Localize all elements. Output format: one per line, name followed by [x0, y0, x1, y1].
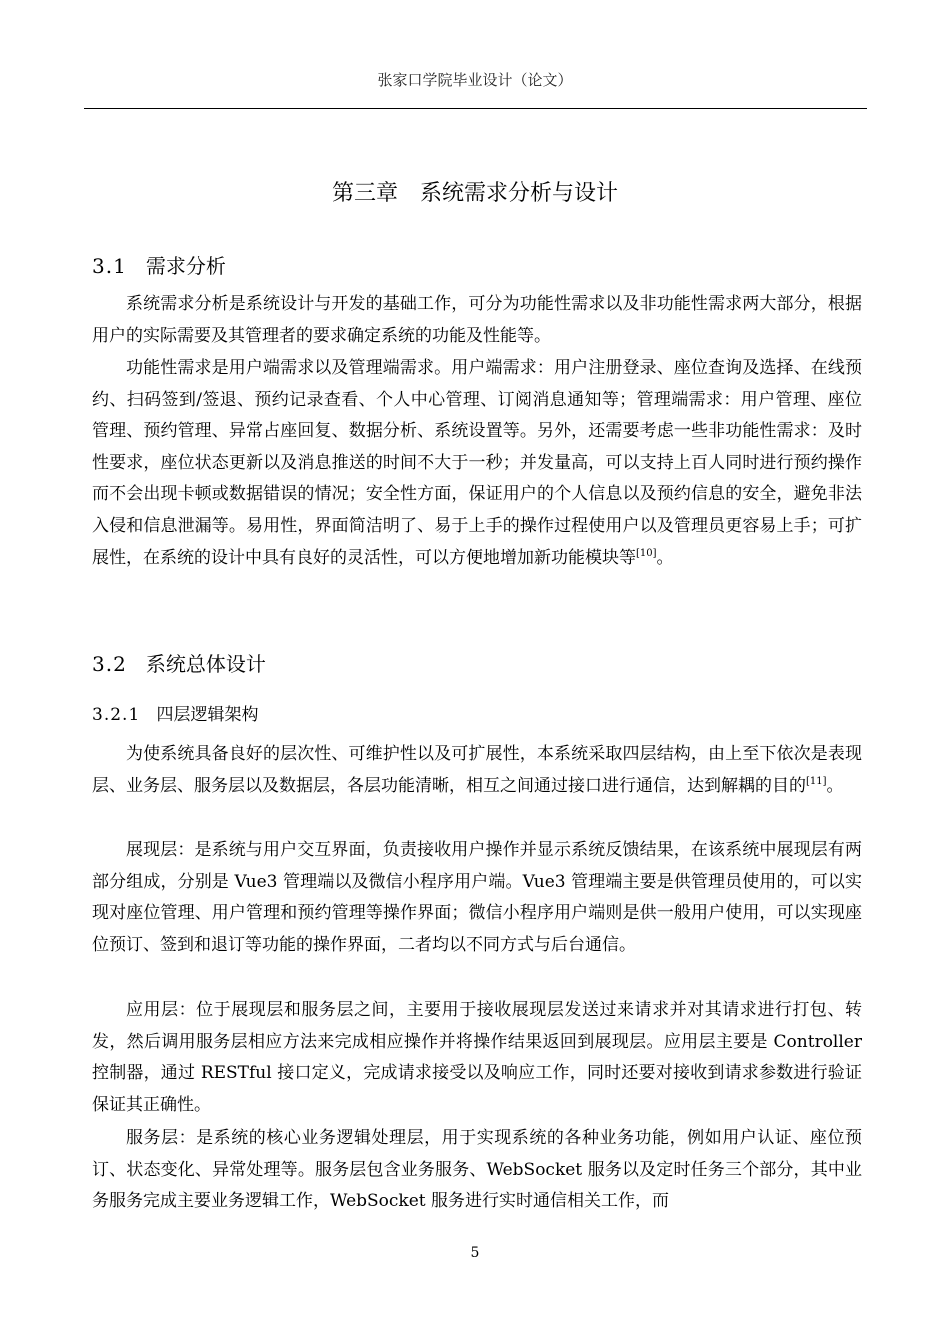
paragraph-presentation-layer [92, 835, 862, 961]
paragraph-tail: 。 [826, 775, 844, 796]
paragraph-text: 系统需求分析是系统设计与开发的基础工作，可分为功能性需求以及非功能性需求两大部分，根据用户的实际需要及其管理者的要求确定系统的功能及性能等。 [92, 294, 862, 346]
subsection-title: 四层逻辑架构 [156, 705, 259, 725]
paragraph-service-layer [92, 1123, 862, 1218]
paragraph-text: 展现层：是系统与用户交互界面，负责接收用户操作并显示系统反馈结果，在该系统中展现层有两部分组成，分别是 Vue3 管理端以及微信小程序用户端。Vue3 管理端主要是供管理员使用的，可以实现对座位管理、用户管理和预约管理等操作界面；微信小程序用户端则是供一般用户使用，可以实现座位预订、签到和退订等功能的操作界面，二者均以不同方式与后台通信。 [92, 840, 862, 955]
paragraph-application-layer [92, 995, 862, 1121]
paragraph-text: 为使系统具备良好的层次性、可维护性以及可扩展性，本系统采取四层结构，由上至下依次是表现层、业务层、服务层以及数据层，各层功能清晰，相互之间通过接口进行通信，达到解耦的目的 [92, 744, 862, 796]
citation: [11] [806, 775, 827, 787]
paragraph-functional-requirements [92, 353, 862, 574]
section-heading-3-2 [92, 650, 266, 678]
paragraph-tail: 。 [656, 547, 674, 568]
paragraph-text: 应用层：位于展现层和服务层之间，主要用于接收展现层发送过来请求并对其请求进行打包、转发，然后调用服务层相应方法来完成相应操作并将操作结果返回到展现层。应用层主要是 Controller 控制器，通过 RESTful 接口定义，完成请求接受以及响应工作，同时还要对接收到请求参数进行验证保证其正确性。 [92, 1000, 862, 1115]
section-title: 系统总体设计 [145, 652, 266, 676]
subsection-heading-3-2-1 [92, 702, 258, 728]
chapter-title: 第三章 系统需求分析与设计 [331, 181, 618, 206]
header-divider [84, 108, 867, 109]
section-number: 3.1 [92, 254, 127, 278]
paragraph-text: 服务层：是系统的核心业务逻辑处理层，用于实现系统的各种业务功能，例如用户认证、座位预订、状态变化、异常处理等。服务层包含业务服务、WebSocket 服务以及定时任务三个部分，其中业务服务完成主要业务逻辑工作，WebSocket 服务进行实时通信相关工作，而 [92, 1128, 862, 1212]
page-number: 5 [470, 1245, 480, 1261]
section-title: 需求分析 [145, 254, 226, 278]
section-number: 3.2 [92, 652, 127, 676]
paragraph-architecture-intro [92, 739, 862, 802]
subsection-number: 3.2.1 [92, 705, 141, 725]
paragraph-text: 功能性需求是用户端需求以及管理端需求。用户端需求：用户注册登录、座位查询及选择、在线预约、扫码签到/签退、预约记录查看、个人中心管理、订阅消息通知等；管理端需求：用户管理、座位管理、预约管理、异常占座回复、数据分析、系统设置等。另外，还需要考虑一些非功能性需求：及时性要求，座位状态更新以及消息推送的时间不大于一秒；并发量高，可以支持上百人同时进行预约操作而不会出现卡顿或数据错误的情况；安全性方面，保证用户的个人信息以及预约信息的安全，避免非法入侵和信息泄漏等。易用性，界面简洁明了、易于上手的操作过程使用户以及管理员更容易上手；可扩展性，在系统的设计中具有良好的灵活性，可以方便地增加新功能模块等 [92, 358, 862, 568]
paragraph-requirements-intro [92, 289, 862, 352]
section-heading-3-1 [92, 252, 226, 280]
citation: [10] [636, 547, 657, 559]
running-header: 张家口学院毕业设计（论文） [377, 71, 573, 89]
